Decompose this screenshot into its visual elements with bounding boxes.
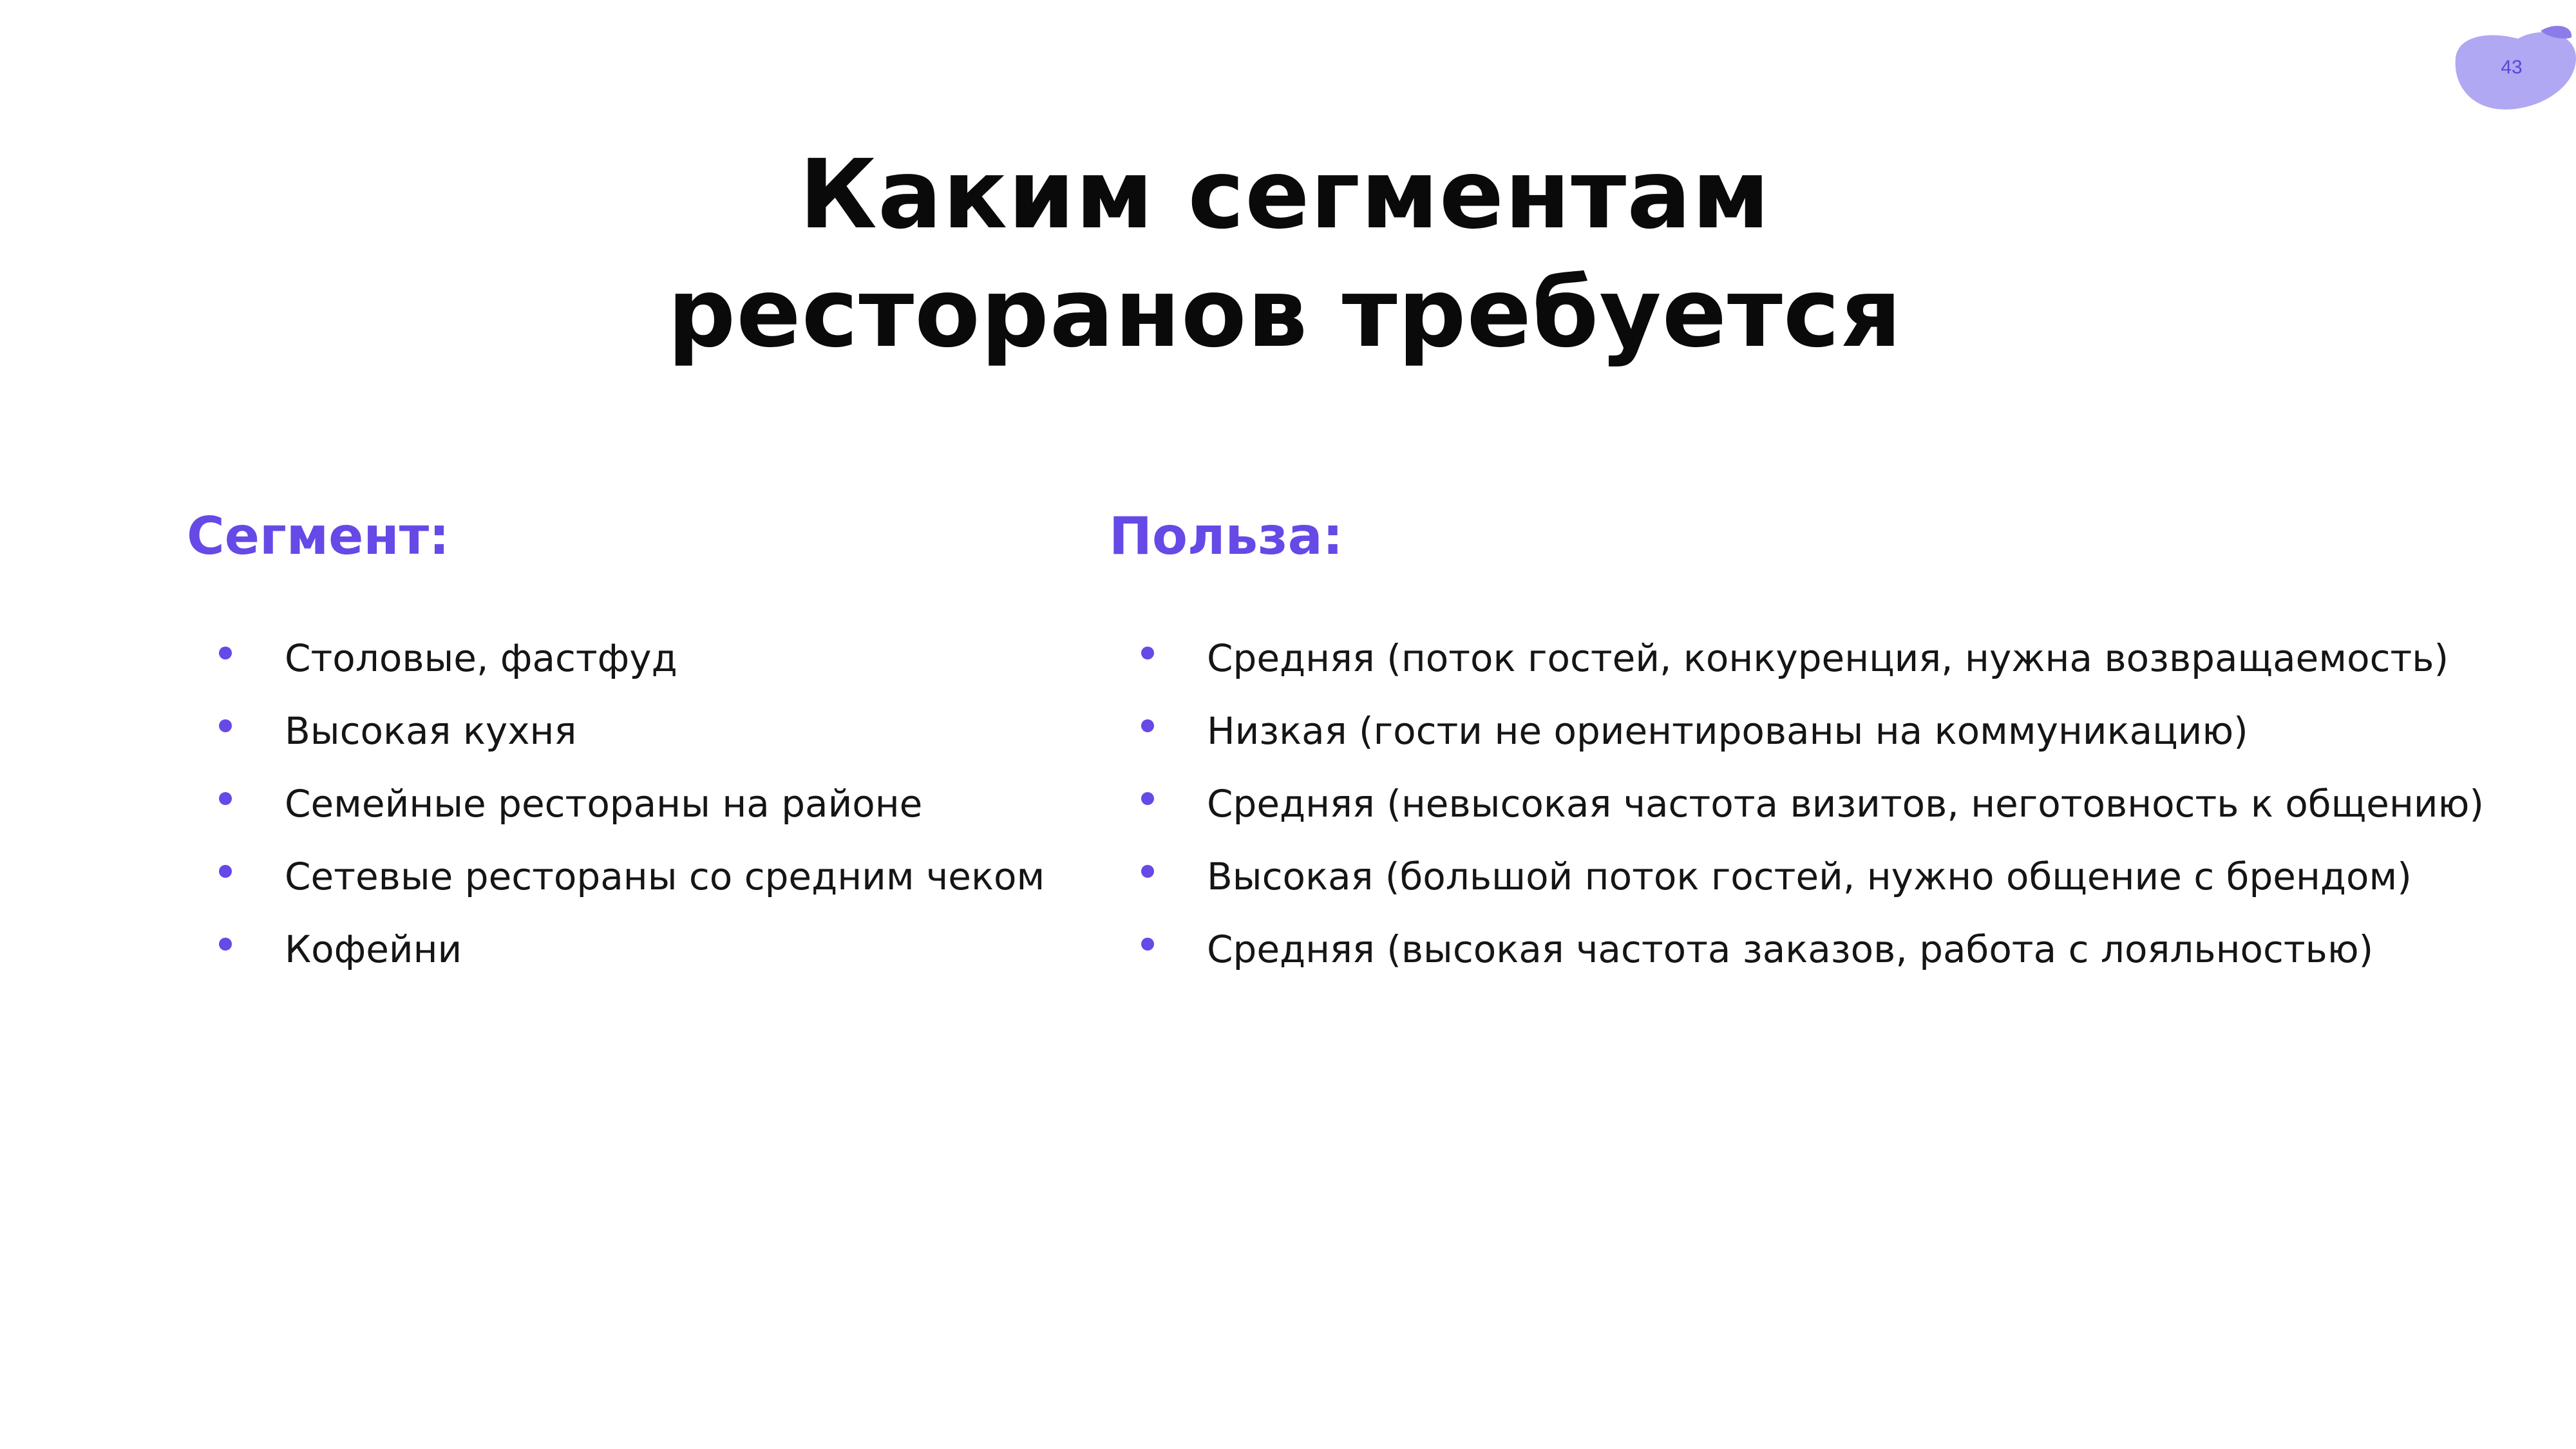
segment-item-text: Кофейни <box>285 927 462 971</box>
title-line-1: Каким сегментам <box>799 139 1771 250</box>
segment-item-text: Семейные рестораны на районе <box>285 782 923 826</box>
bullet-dot-icon <box>219 792 232 805</box>
bullet-dot-icon <box>219 647 232 659</box>
list-item <box>1135 840 2484 913</box>
benefit-item-text: Низкая (гости не ориентированы на коммуникацию) <box>1207 709 2248 753</box>
bullet-dot-icon <box>1141 719 1154 732</box>
benefit-item-text: Средняя (поток гостей, конкуренция, нужна возвращаемость) <box>1207 636 2449 680</box>
page-number: 43 <box>2501 57 2523 78</box>
segment-heading: Сегмент: <box>187 506 450 566</box>
segment-item-text: Высокая кухня <box>285 709 577 753</box>
list-item <box>213 695 1045 768</box>
title-line-2: ресторанов требуется <box>667 258 1902 368</box>
list-item <box>1135 913 2484 986</box>
bullet-dot-icon <box>1141 647 1154 659</box>
slide-title <box>0 135 2570 372</box>
list-item <box>213 913 1045 986</box>
list-item <box>213 768 1045 840</box>
segment-list <box>213 622 1045 986</box>
list-item <box>213 840 1045 913</box>
list-item <box>213 622 1045 695</box>
list-item <box>1135 622 2484 695</box>
benefit-heading: Польза: <box>1109 506 1343 566</box>
benefit-item-text: Средняя (высокая частота заказов, работа с лояльностью) <box>1207 927 2374 971</box>
benefit-item-text: Высокая (большой поток гостей, нужно общение с брендом) <box>1207 855 2412 898</box>
bullet-dot-icon <box>219 865 232 878</box>
bullet-dot-icon <box>219 719 232 732</box>
segment-item-text: Столовые, фастфуд <box>285 636 677 680</box>
list-item <box>1135 695 2484 768</box>
bullet-dot-icon <box>1141 938 1154 951</box>
bullet-dot-icon <box>1141 865 1154 878</box>
segment-item-text: Сетевые рестораны со средним чеком <box>285 855 1045 898</box>
list-item <box>1135 768 2484 840</box>
bullet-dot-icon <box>1141 792 1154 805</box>
benefit-list <box>1135 622 2484 986</box>
bullet-dot-icon <box>219 938 232 951</box>
benefit-item-text: Средняя (невысокая частота визитов, неготовность к общению) <box>1207 782 2485 826</box>
